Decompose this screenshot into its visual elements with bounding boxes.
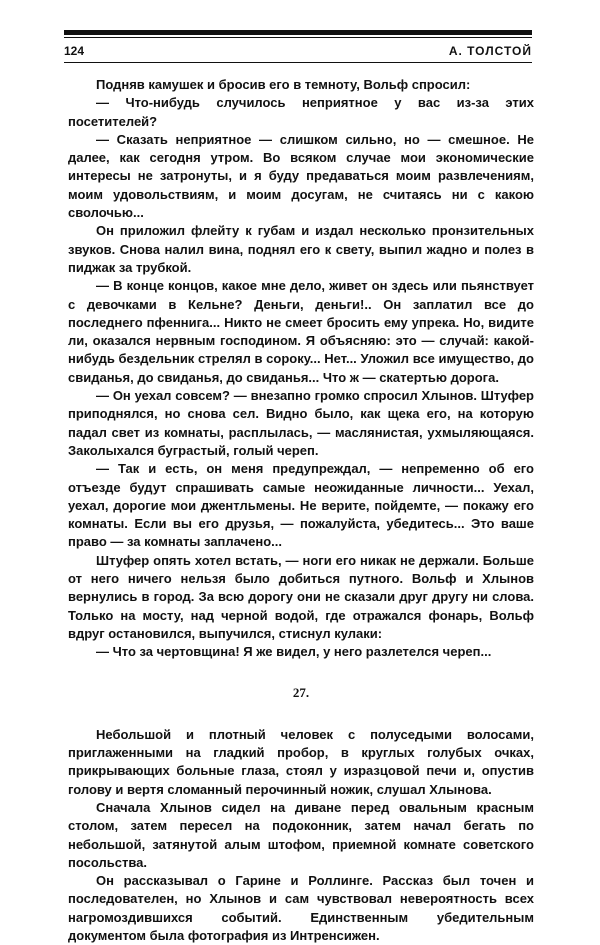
page-number: 124 — [64, 44, 85, 58]
paragraph: Он рассказывал о Гарине и Роллинге. Рассказ был точен и последователен, но Хлынов и сам чувствовал невероятность всех нагромоздившихся событий. Единственным убедительным документом была фотография из Интренсижен. — [68, 873, 534, 944]
paragraph: — Что-нибудь случилось неприятное у вас из-за этих посетителей? — [68, 95, 534, 129]
paragraph: — Что за чертовщина! Я же видел, у него разлетелся череп... — [96, 644, 492, 660]
paragraph: Он приложил флейту к губам и издал несколько пронзительных звуков. Снова налил вина, поднял его к свету, выпил жадно и полез в пиджак за трубкой. — [68, 223, 534, 275]
paragraph: — Сказать неприятное — слишком сильно, но — смешное. Не далее, как сегодня утром. Во всяком случае мои экономические интересы не затронуты, и я буду предаваться моим развлечениям, моим удовольствиям, и моим досугам, не считаясь ни с какою сволочью... — [68, 131, 534, 221]
paragraph: — Так и есть, он меня предупреждал, — непременно об его отъезде будут спрашивать самые неожиданные личности... Уехал, уехал, дорогие мои джентльмены. Не верите, пойдемте, — покажу его комнаты. Если вы его друзья, — пожалуйста, убедитесь... Это ваше право — за комнаты заплачено... — [68, 461, 534, 550]
paragraph: Штуфер опять хотел встать, — ноги его никак не держали. Больше от него ничего нельзя было добиться путного. Вольф и Хлынов вернулись в город. За всю дорогу они не сказали друг другу ни слова. Только на мосту, над черной водой, где отражался фонарь, Вольф вдруг остановился, выпучился, стиснул кулаки: — [68, 552, 534, 641]
header-rule-thin — [64, 37, 532, 38]
header-rule-under — [64, 62, 532, 63]
paragraph: Подняв камушек и бросив его в темноту, Вольф спросил: — [96, 77, 471, 92]
paragraph: Сначала Хлынов сидел на диване перед овальным красным столом, затем пересел на подоконник, затем начал бегать по небольшой, затянутой алым штофом, приемной комнате советского посольства. — [68, 799, 534, 870]
running-author: А. ТОЛСТОЙ — [448, 44, 532, 58]
header-rule-thick — [64, 30, 532, 35]
running-header — [64, 44, 532, 60]
paragraph: — Он уехал совсем? — внезапно громко спросил Хлынов. Штуфер приподнялся, но снова сел. Видно было, как щека его, на которую падал свет из комнаты, расплылась, — маслянистая, ухмыляющаяся. Заколыхался буграстый, голый череп. — [68, 388, 534, 458]
chapter-number: 27. — [292, 684, 310, 700]
paragraph: — В конце концов, какое мне дело, живет он здесь или пьянствует с девочками в Кельне? Деньги, деньги!.. Он заплатил все до последнего пфеннига... Никто не смеет бросить ему упрека. Но, видите ли, оказался нервным господином. Я объясняю: это — случай: какой-нибудь бездельник стрелял в сороку... Нет... Уложил все имущество, до свиданья, до свиданья, до свиданья... Что ж — скатертью дорога. — [68, 278, 534, 385]
paragraph: Небольшой и плотный человек с полуседыми волосами, приглаженными на гладкий пробор, в круглых голубых очках, прикрывающих больные глаза, стоял у изразцовой печи и, опустив голову и вертя сломанный перочинный ножик, слушал Хлынова. — [68, 726, 534, 797]
body-text — [68, 76, 534, 945]
